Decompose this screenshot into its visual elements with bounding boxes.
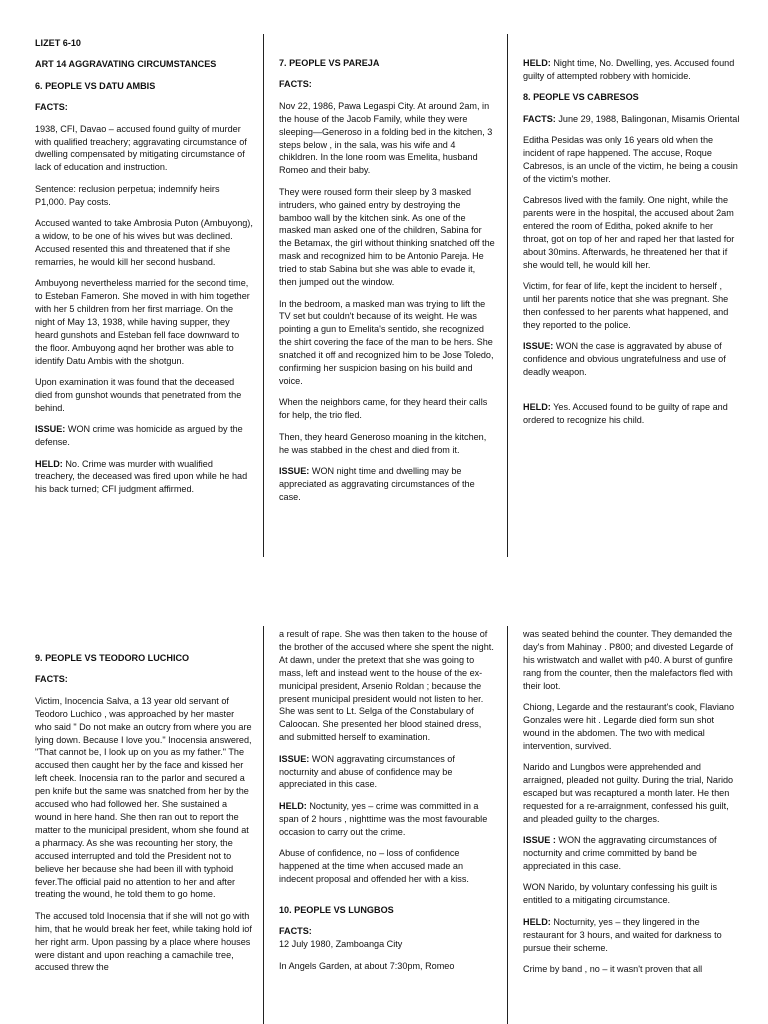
case-6-paragraph: 1938, CFI, Davao – accused found guilty of murder with qualified treachery; aggravating circumstance of dwelling compensated by mitigating circumstance of lack of education and instruction. bbox=[35, 123, 247, 173]
facts-label: FACTS: bbox=[523, 113, 556, 124]
column-case-9-continued bbox=[279, 628, 495, 981]
case-10-issue bbox=[523, 834, 740, 873]
case-7-paragraph: In the bedroom, a masked man was trying to lift the TV set but couldn't because of its weight. He was pointing a gun to Emelita's sentido, she recognized the shirt covering the face of the man to be hers. She snatched it off and recognized him to be Jose Toledo, confirming her suspicion basing on his build and voice. bbox=[279, 298, 494, 386]
facts-label: FACTS: bbox=[35, 102, 68, 113]
case-8-issue bbox=[523, 340, 740, 379]
held-label: HELD: bbox=[523, 58, 551, 68]
issue-label: ISSUE : bbox=[523, 835, 556, 846]
case-8-paragraph: Editha Pesidas was only 16 years old when the incident of rape happened. The accuse, Roque Cabresos, is an uncle of the victim, he being a cousin of the victim's mother. bbox=[523, 135, 738, 184]
facts-text: June 29, 1988, Balingonan, Misamis Oriental bbox=[555, 113, 740, 124]
case-9-title: 9. PEOPLE VS TEODORO LUCHICO bbox=[35, 653, 190, 663]
column-divider bbox=[263, 34, 264, 557]
case-8-held bbox=[523, 401, 740, 427]
column-case-6 bbox=[35, 37, 253, 505]
article-heading: ART 14 AGGRAVATING CIRCUMSTANCES bbox=[35, 59, 217, 70]
held-text: Night time, No. Dwelling, yes. Accused found guilty of attempted robbery with homicide. bbox=[523, 58, 735, 81]
issue-text: WON aggravating circumstances of nocturnity and abuse of confidence may be appreciated in this case. bbox=[279, 753, 455, 790]
case-7-paragraph: Nov 22, 1986, Pawa Legaspi City. At around 2am, in the house of the Jacob Family, while they were sleeping—Generoso in a folding bed in the kitchen, 3 steps below , in the sala, was his wife and 4 chikldren. In the lone room was Emelita, husband Romeo and their baby. bbox=[279, 100, 493, 176]
case-10-paragraph: Narido and Lungbos were apprehended and arraigned, pleaded not guilty. During the trial, Narido escaped but was recaptured a month later. He then requested for a re-arraignment, confessed his guilt, and pleaded guilty to the charges. bbox=[523, 762, 734, 824]
facts-label: FACTS: bbox=[35, 674, 68, 685]
case-9-paragraph: Victim, Inocencia Salva, a 13 year old servant of Teodoro Luchico , was approached by her master who said " Do not make an outcry from where you are lying down. Because I love you." Inocensia answered, "That cannot be, I look up on you as my father." The accused then caught her by the face and kissed her left cheek. Inocensia ran to the parlor and secured a pen knife but the same was snatched from her by the accused who had followed her. She sustained a wound in here hand. She then ran out to report the matter to the municipal president, whom she found at a pharmacy. As she was recounting her story, the accused interrupted and told the President not to believe her because she had been ill with typhoid fever.The official paid no attention to her and after treating the wound, he told them to go home. bbox=[35, 695, 252, 900]
held-text: No. Crime was murder with wualified treachery, the deceased was fired upon while he had his back turned; CFI judgment affirmed. bbox=[35, 458, 248, 495]
case-9-paragraph: Abuse of confidence, no – loss of confidence happened at the time when accused made an indecent proposal and offended her with a kiss. bbox=[279, 848, 469, 884]
issue-text: WON the case is aggravated by abuse of confidence and obvious ungratefulness and use of deadly weapon. bbox=[523, 341, 726, 378]
case-6-issue bbox=[35, 423, 253, 449]
case-7-held bbox=[523, 57, 740, 83]
case-8-facts bbox=[523, 113, 740, 126]
case-8-paragraph: Cabresos lived with the family. One night, while the parents were in the hospital, the accused about 2am entered the room of Editha, poked aknife to her throat, got on top of her and raped her that lasted for about 30mins. Afterwards, he threatened her that if she would tell, he would kill her. bbox=[523, 195, 735, 270]
case-7-paragraph: They were roused form their sleep by 3 masked intruders, who gained entry by destroying the bamboo wall by the kitchen sink. As one of the masked man asked one of the children, Sabina for the Betamax, the girl without thinking snatched off the mask and recognized him to be Antonio Pareja. He tried to stab Sabina but she was able to evade it, then jumped out the window. bbox=[279, 186, 495, 288]
held-label: HELD: bbox=[523, 402, 551, 413]
case-10-paragraph: Crime by band , no – it wasn't proven that all bbox=[523, 963, 703, 974]
column-divider bbox=[263, 626, 264, 1024]
column-case-9 bbox=[35, 652, 253, 983]
issue-label: ISSUE: bbox=[279, 753, 310, 764]
held-label: HELD: bbox=[279, 800, 307, 811]
issue-text: WON the aggravating circumstances of nocturnity and crime committed by band be appreciated in this case. bbox=[523, 835, 717, 871]
case-7-issue bbox=[279, 465, 495, 504]
held-text: Nocturnity, yes – they lingered in the restaurant for 3 hours, and waited for darkness to pursue their scheme. bbox=[523, 916, 722, 953]
column-divider bbox=[507, 34, 508, 557]
case-9-issue bbox=[279, 753, 495, 792]
issue-text: WON crime was homicide as argued by the defense. bbox=[35, 424, 243, 448]
held-label: HELD: bbox=[523, 916, 551, 927]
case-8-title: 8. PEOPLE VS CABRESOS bbox=[523, 92, 639, 103]
case-6-title: 6. PEOPLE VS DATU AMBIS bbox=[35, 80, 156, 91]
column-case-7 bbox=[279, 57, 495, 512]
case-7-title: 7. PEOPLE VS PAREJA bbox=[279, 58, 380, 68]
document-code: LIZET 6-10 bbox=[35, 38, 81, 48]
case-6-paragraph: Ambuyong nevertheless married for the second time, to Esteban Fameron. She moved in with him together with her 5 children from her first marriage. On the night of May 13, 1938, while having supper, they heard gunshots and Esteban fell face downward to the floor. Ambuyong aqnd her brother was able to identify Datu Ambis with the shotgun. bbox=[35, 278, 250, 366]
issue-text: WON night time and dwelling may be appreciated as aggravating circumstances of the case. bbox=[279, 465, 475, 502]
case-9-held bbox=[279, 800, 495, 839]
facts-label: FACTS: bbox=[279, 79, 312, 90]
case-9-paragraph: a result of rape. She was then taken to the house of the brother of the accused where she spent the night. At dawn, under the pretext that she was going to mass, left and instead went to the house of the ex-municipal president, Arsenio Roldan ; because the present municipal president would not listen to her. She was sent to Lt. Selga of the Constabulary of Caloocan. She presented her blood stained dress, and submitted herself to examination. bbox=[279, 629, 494, 743]
issue-label: ISSUE: bbox=[523, 341, 554, 352]
case-6-paragraph: Upon examination it was found that the deceased died from gunshot wounds that penetrated from the behind. bbox=[35, 377, 242, 413]
held-label: HELD: bbox=[35, 458, 63, 469]
column-case-10-continued bbox=[523, 628, 740, 984]
column-case-8 bbox=[523, 57, 740, 435]
case-10-paragraph: was seated behind the counter. They demanded the day's from Mahinay . P800; and divested Legarde of his wristwatch and wallet with p40. A burst of gunfire rang from the counter, then the malefactors fled with their loot. bbox=[523, 629, 734, 691]
case-10-paragraph: WON Narido, by voluntary confessing his guilt is entitled to a mitigating circumstance. bbox=[523, 882, 718, 906]
case-7-paragraph: When the neighbors came, for they heard their calls for help, the trio fled. bbox=[279, 397, 488, 421]
case-6-paragraph: Accused wanted to take Ambrosia Puton (Ambuyong), a widow, to be one of his wives but was declined. Accused resented this and threatened that if she remarries, he would kill her second husband. bbox=[35, 218, 253, 267]
held-text: Yes. Accused found to be guilty of rape and ordered to recognize his child. bbox=[523, 402, 728, 425]
issue-label: ISSUE: bbox=[35, 424, 66, 435]
column-divider bbox=[507, 626, 508, 1024]
case-8-paragraph: Victim, for fear of life, kept the incident to herself , until her parents notice that she was pregnant. She then confessed to her parents what happened, and they reported to the police. bbox=[523, 281, 729, 330]
issue-label: ISSUE: bbox=[279, 465, 310, 476]
case-6-paragraph: Sentence: reclusion perpetua; indemnify heirs P1,000. Pay costs. bbox=[35, 183, 220, 207]
held-text: Noctunity, yes – crime was committed in a span of 2 hours , nighttime was the most favourable occasion to carry out the crime. bbox=[279, 800, 488, 837]
case-10-paragraph: In Angels Garden, at about 7:30pm, Romeo bbox=[279, 960, 455, 971]
case-10-date: 12 July 1980, Zamboanga City bbox=[279, 939, 403, 950]
case-7-paragraph: Then, they heard Generoso moaning in the kitchen, he was stabbed in the chest and died from it. bbox=[279, 431, 487, 455]
case-10-paragraph: Chiong, Legarde and the restaurant's cook, Flaviano Gonzales were hit . Legarde died form sun shot wound in the abdomen. The two with medical intervention, survived. bbox=[523, 702, 735, 751]
case-10-held bbox=[523, 916, 740, 955]
facts-label: FACTS: bbox=[279, 926, 312, 937]
case-6-held bbox=[35, 458, 253, 497]
case-9-paragraph: The accused told Inocensia that if she will not go with him, that he would break her feet, while taking hold iof her right arm. Upon passing by a place where houses were distant and upon reaching a camachile tree, accused threw the bbox=[35, 910, 252, 973]
case-10-title: 10. PEOPLE VS LUNGBOS bbox=[279, 904, 394, 915]
